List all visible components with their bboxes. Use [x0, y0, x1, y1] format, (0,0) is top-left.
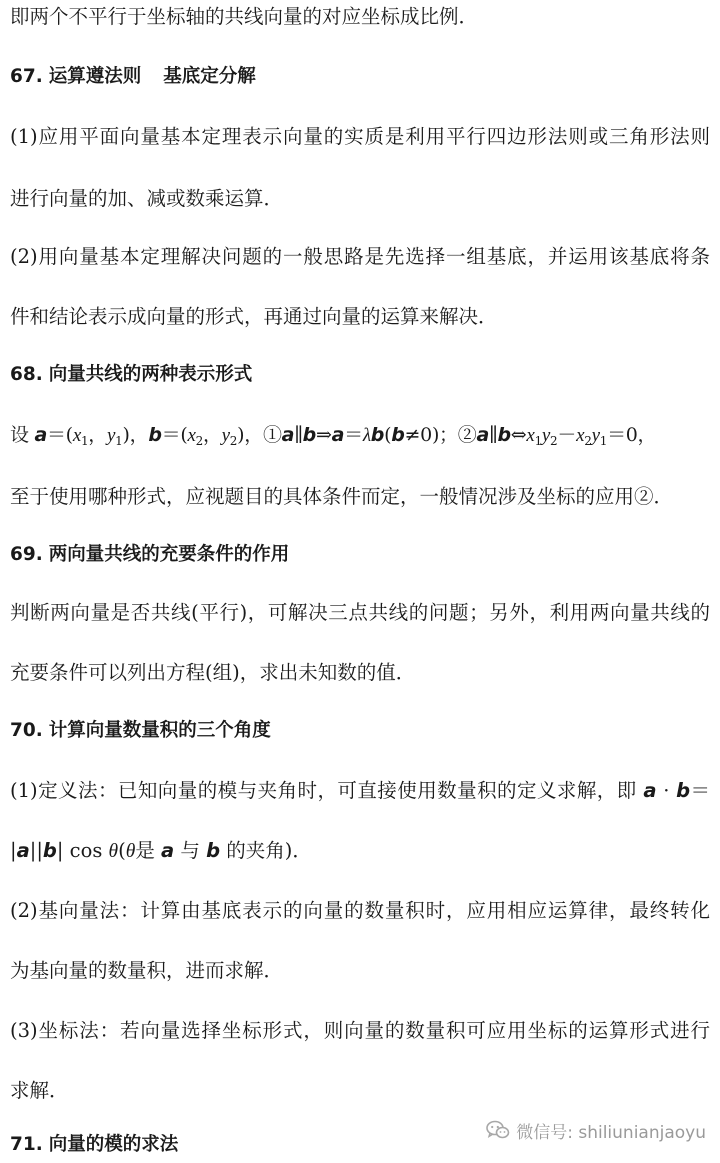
wechat-icon: [486, 1120, 510, 1140]
heading-text: 运算遵法则: [48, 66, 142, 87]
paragraph-line: 判断两向量是否共线(平行)，可解决三点共线的问题；另外，利用两向量共线的: [10, 601, 710, 624]
paragraph-line: (2)用向量基本定理解决问题的一般思路是先选择一组基底，并运用该基底将条: [10, 245, 710, 268]
paragraph-line: 即两个不平行于坐标轴的共线向量的对应坐标成比例．: [10, 5, 479, 28]
paragraph-line: 求解．: [10, 1079, 69, 1102]
formula-line-68: 设 $a=(x_1$，$y_1$)，$b=(x_2$，$y_2$)，①a∥b⇒a＝λb(b≠0)；$②a\parallel b\Leftrightarrow x_1y_2-x_2y_1=0$，: [10, 424, 657, 448]
heading-text: 计算向量数量积的三个角度: [48, 720, 271, 741]
paragraph-line: (1)应用平面向量基本定理表示向量的实质是利用平行四边形法则或三角形法则: [10, 125, 710, 148]
heading-text: 基底定分解: [163, 66, 256, 87]
heading-text: 向量的模的求法: [48, 1134, 179, 1155]
wechat-watermark: [486, 1116, 706, 1144]
heading-text: 向量共线的两种表示形式: [48, 364, 253, 385]
section-heading-68: [10, 360, 710, 390]
section-heading-70: [10, 716, 710, 746]
paragraph-line: 至于使用哪种形式，应视题目的具体条件而定，一般情况涉及坐标的应用②．: [10, 485, 674, 508]
section-number: 67.: [10, 66, 43, 87]
section-number: 68.: [10, 364, 43, 385]
paragraph-line: 进行向量的加、减或数乘运算．: [10, 187, 284, 210]
formula-line-70b: |a||b| cos θ(θ是 a 与 b 的夹角)．: [10, 839, 312, 862]
paragraph-line: 件和结论表示成向量的形式，再通过向量的运算来解决．: [10, 305, 498, 328]
section-number: 69.: [10, 544, 43, 565]
paragraph-line: (2)基向量法：计算由基底表示的向量的数量积时，应用相应运算律，最终转化: [10, 899, 710, 922]
paragraph-line: (3)坐标法：若向量选择坐标形式，则向量的数量积可应用坐标的运算形式进行: [10, 1019, 710, 1042]
formula-line-70a: (1)定义法：已知向量的模与夹角时，可直接使用数量积的定义求解，即 a · b＝: [10, 779, 710, 802]
watermark-text: 微信号: shiliunianjaoyu: [516, 1122, 706, 1143]
section-number: 71.: [10, 1134, 43, 1155]
paragraph-line: 充要条件可以列出方程(组)，求出未知数的值．: [10, 661, 416, 684]
section-number: 70.: [10, 720, 43, 741]
paragraph-line: 为基向量的数量积，进而求解．: [10, 959, 284, 982]
heading-text: 两向量共线的充要条件的作用: [48, 544, 290, 565]
section-heading-69: [10, 540, 710, 570]
section-heading-67: [10, 62, 710, 92]
